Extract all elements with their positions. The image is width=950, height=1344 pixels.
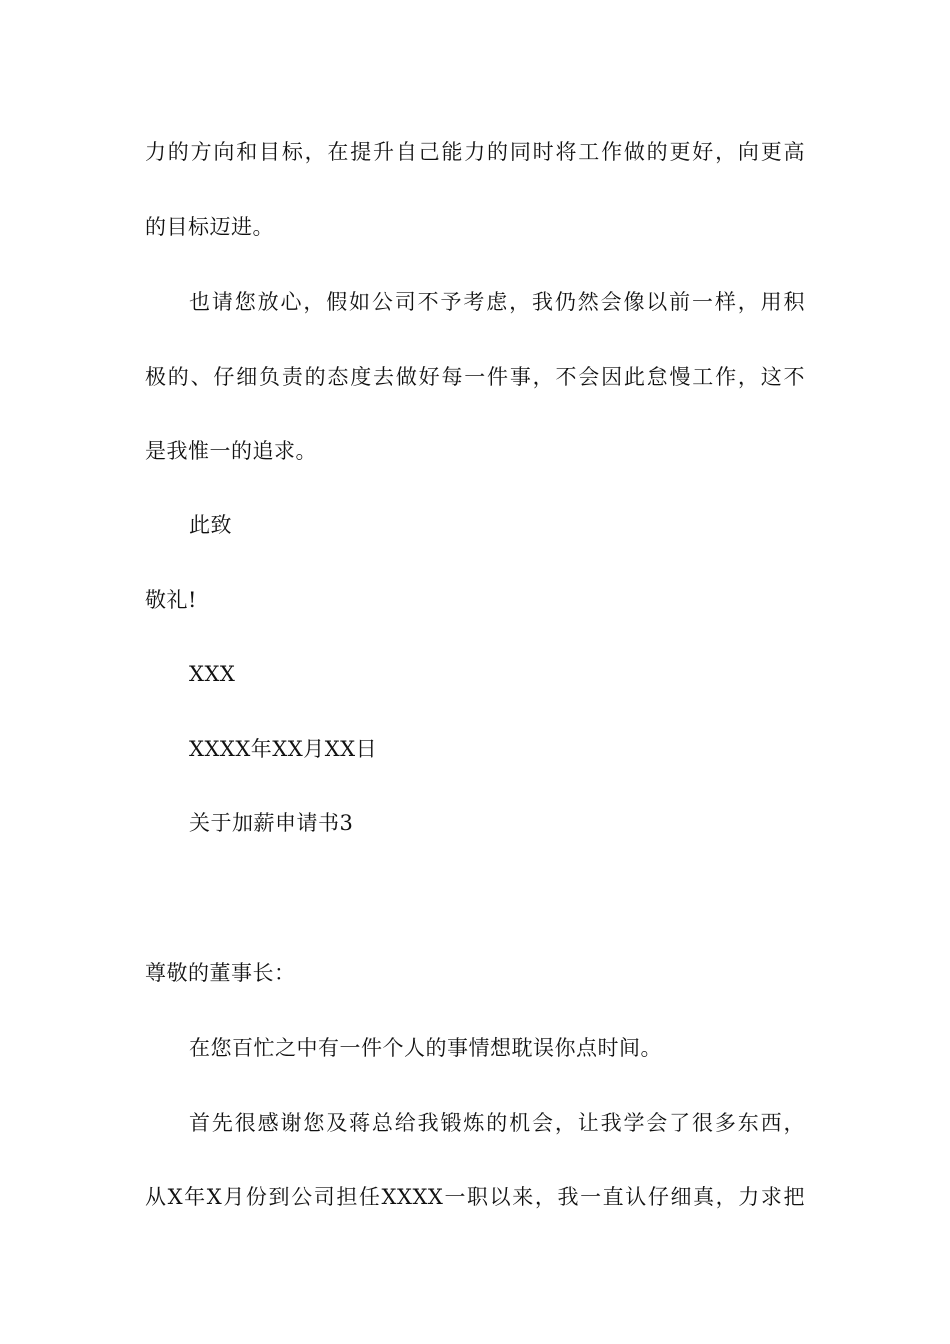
paragraph-line: 首先很感谢您及蒋总给我锻炼的机会，让我学会了很多东西， [189,1111,805,1135]
signature-name: XXX [189,662,236,686]
paragraph-line: 极的、仔细负责的态度去做好每一件事，不会因此怠慢工作，这不 [145,365,805,389]
paragraph-line: 从X年X月份到公司担任XXXX一职以来，我一直认仔细真，力求把 [145,1185,805,1209]
closing-salutation: 此致 [189,513,232,537]
paragraph-line: 在您百忙之中有一件个人的事情想耽误你点时间。 [189,1036,662,1060]
paragraph-line: 力的方向和目标，在提升自己能力的同时将工作做的更好，向更高 [145,140,805,164]
paragraph-line: 的目标迈进。 [145,215,274,239]
paragraph-line: 是我惟一的追求。 [145,439,317,463]
section-title: 关于加薪申请书3 [189,811,354,835]
closing-respect: 敬礼! [145,588,197,612]
paragraph-line: 也请您放心，假如公司不予考虑，我仍然会像以前一样，用积 [189,290,805,314]
signature-date: XXXX年XX月XX日 [189,737,378,761]
greeting: 尊敬的董事长： [145,961,296,985]
